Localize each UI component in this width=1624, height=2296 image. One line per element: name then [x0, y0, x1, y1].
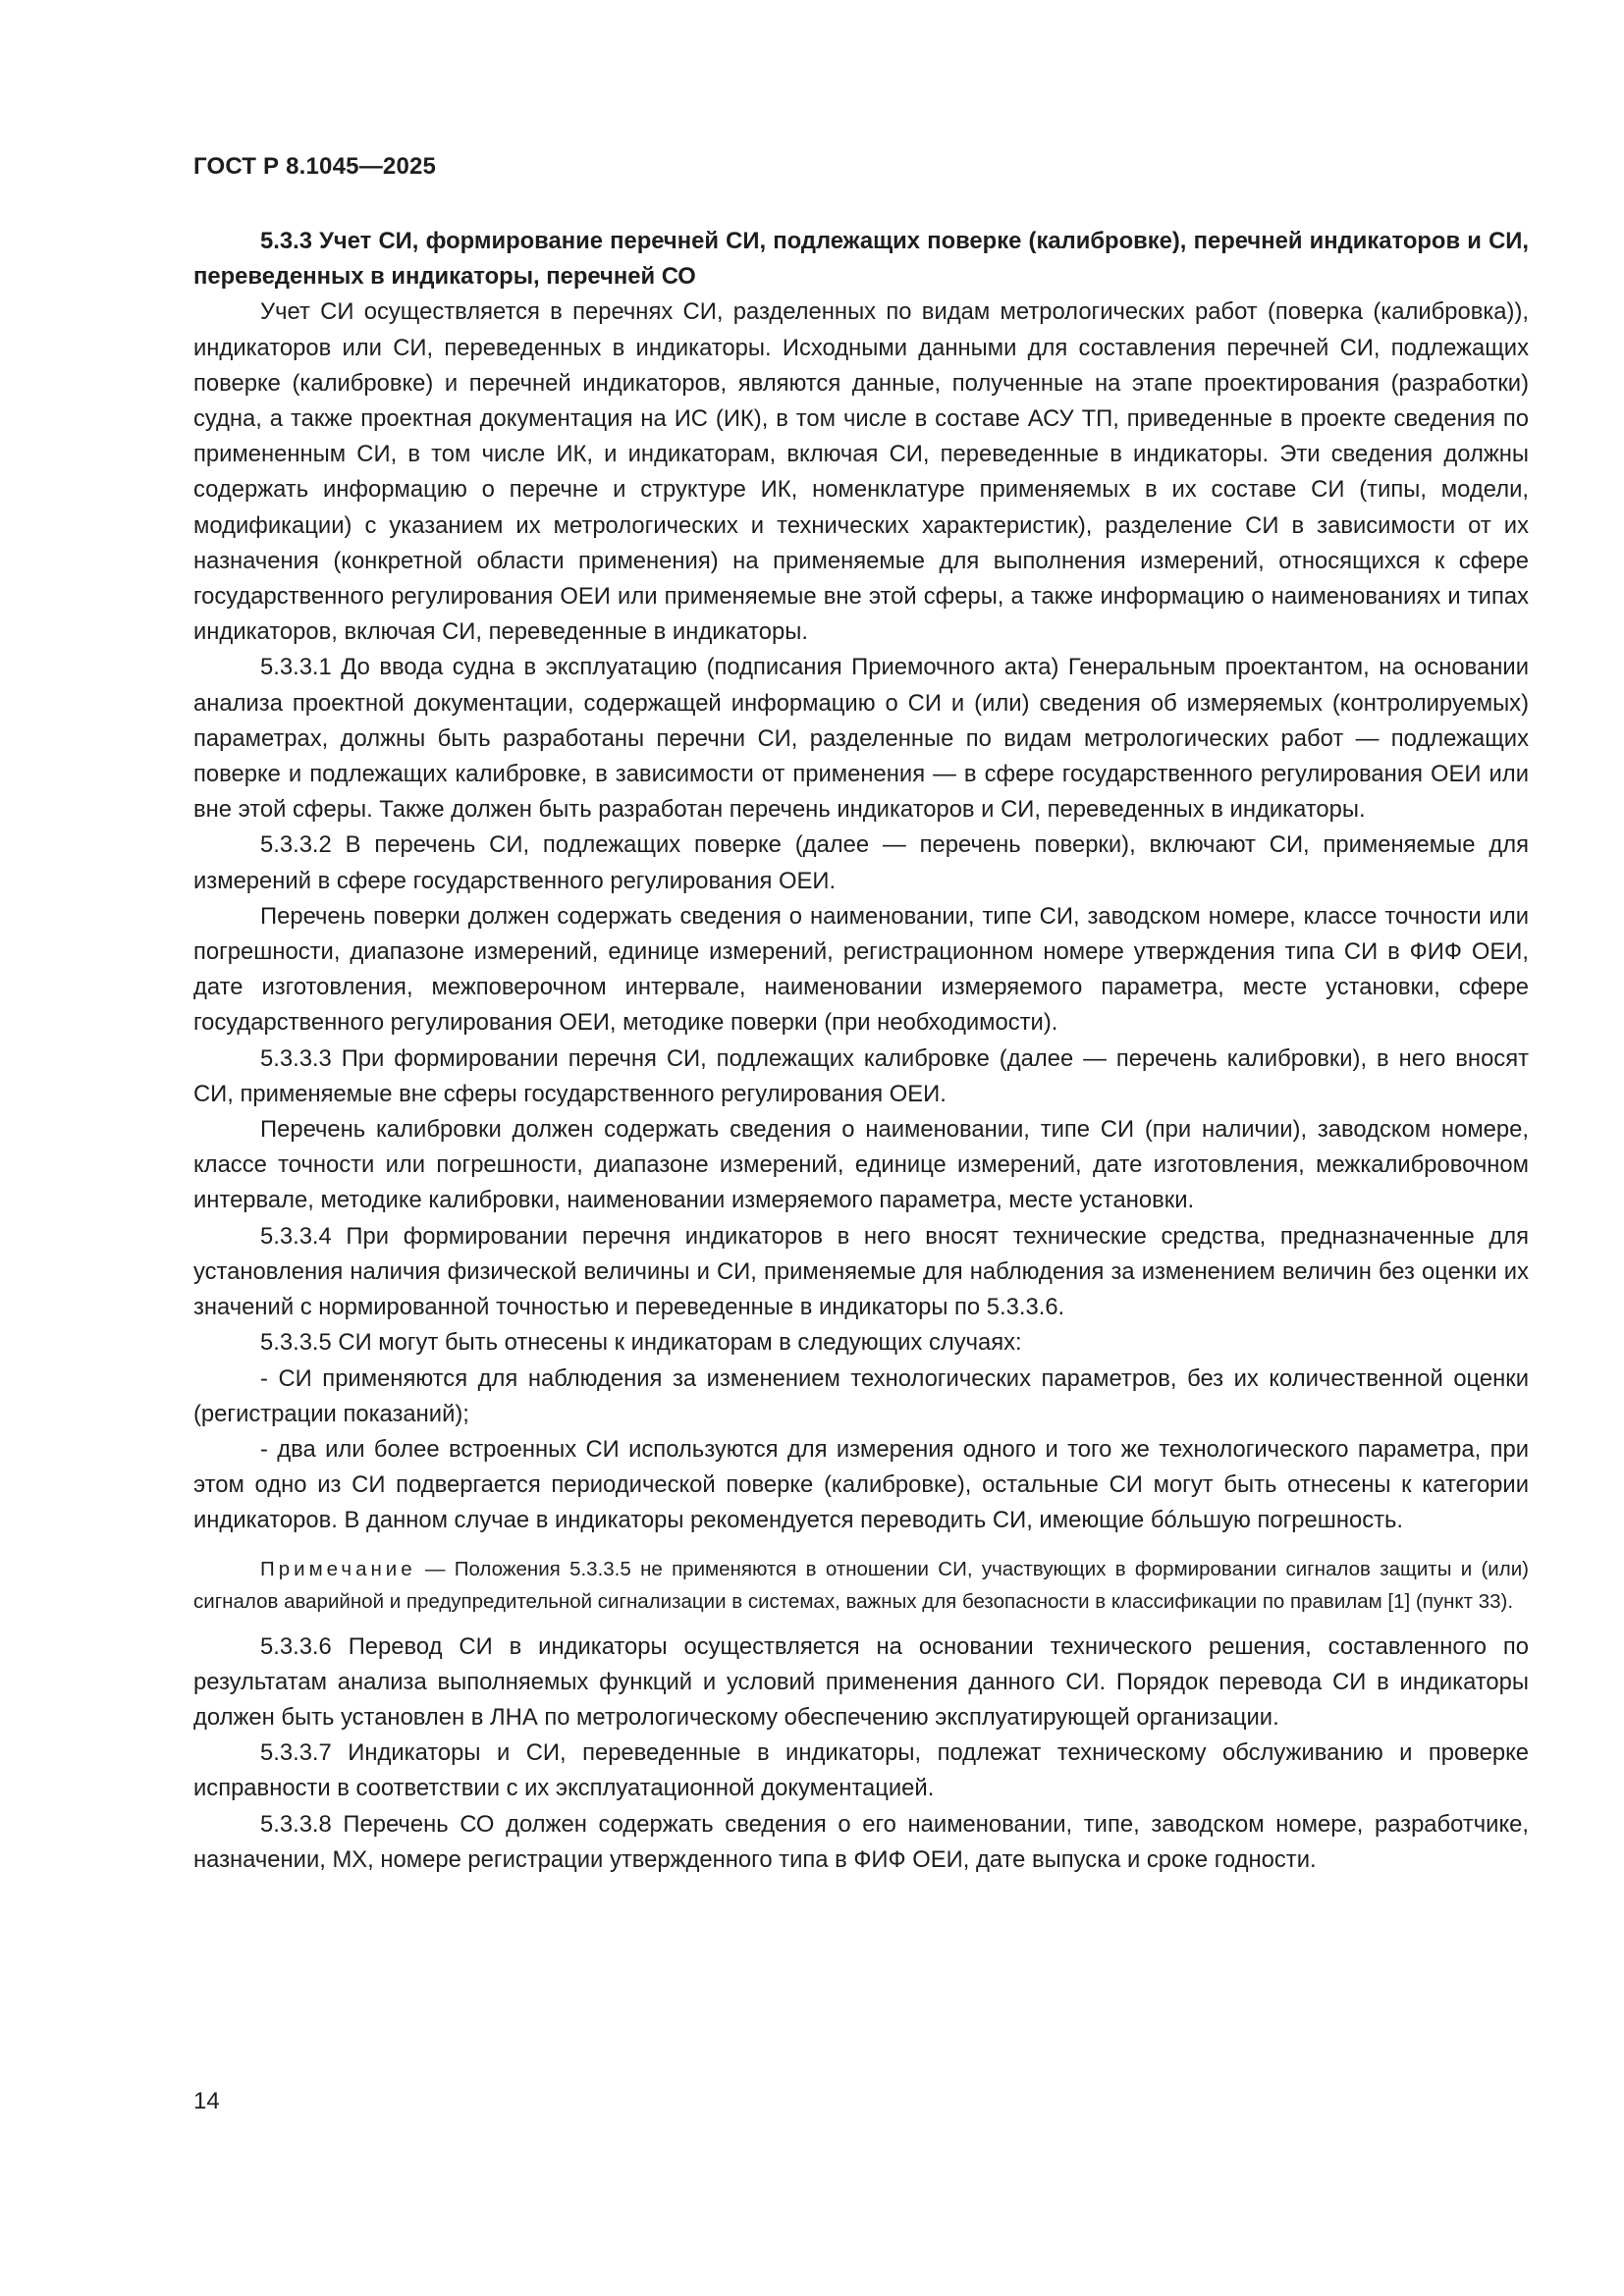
- paragraph-5-3-3-4: 5.3.3.4 При формировании перечня индикаторов в него вносят технические средства, предназначенные для установления наличия физической величины и СИ, применяемые для наблюдения за изменением величин без оценки их значений с нормированной точностью и переведенные в индикаторы по 5.3.3.6.: [193, 1222, 1529, 1321]
- page-number: 14: [193, 2088, 220, 2114]
- paragraph-5-3-3-3: 5.3.3.3 При формировании перечня СИ, подлежащих калибровке (далее — перечень калибровки), в него вносят СИ, применяемые вне сферы государственного регулирования ОЕИ.: [193, 1044, 1529, 1107]
- paragraph-intro: Учет СИ осуществляется в перечнях СИ, разделенных по видам метрологических работ (поверка (калибровка)), индикаторов или СИ, переведенных в индикаторы. Исходными данными для составления перечней СИ, подлежащих поверке (калибровке) и перечней индикаторов, являются данные, полученные на этапе проектирования (разработки) судна, а также проектная документация на ИС (ИК), в том числе в составе АСУ ТП, приведенные в проекте сведения по примененным СИ, в том числе ИК, и индикаторам, включая СИ, переведенные в индикаторы. Эти сведения должны содержать информацию о перечне и структуре ИК, номенклатуре применяемых в их составе СИ (типы, модели, модификации) с указанием их метрологических и технических характеристик), разделение СИ в зависимости от их назначения (конкретной области применения) на применяемые для выполнения измерений, относящихся к сфере государственного регулирования ОЕИ или применяемые вне этой сферы, а также информацию о наименованиях и типах индикаторов, включая СИ, переведенные в индикаторы.: [193, 298, 1529, 646]
- note-label: Примечание: [260, 1557, 416, 1580]
- paragraph-5-3-3-7: 5.3.3.7 Индикаторы и СИ, переведенные в индикаторы, подлежат техническому обслуживанию и проверке исправности в соответствии с их эксплуатационной документацией.: [193, 1739, 1529, 1802]
- paragraph-5-3-3-1: 5.3.3.1 До ввода судна в эксплуатацию (подписания Приемочного акта) Генеральным проектантом, на основании анализа проектной документации, содержащей информацию о СИ и (или) сведения об измеряемых (контролируемых) параметрах, должны быть разработаны перечни СИ, разделенные по видам метрологических работ — подлежащих поверке и подлежащих калибровке, в зависимости от применения — в сфере государственного регулирования ОЕИ или вне этой сферы. Также должен быть разработан перечень индикаторов и СИ, переведенных в индикаторы.: [193, 654, 1529, 824]
- note: [193, 1553, 1529, 1618]
- paragraph-5-3-3-6: 5.3.3.6 Перевод СИ в индикаторы осуществляется на основании технического решения, составленного по результатам анализа выполняемых функций и условий применения данного СИ. Порядок перевода СИ в индикаторы должен быть установлен в ЛНА по метрологическому обеспечению эксплуатирующей организации.: [193, 1632, 1529, 1731]
- section-heading: 5.3.3 Учет СИ, формирование перечней СИ, подлежащих поверке (калибровке), перечней индикаторов и СИ, переведенных в индикаторы, перечней СО: [193, 228, 1529, 291]
- paragraph-verification-list: Перечень поверки должен содержать сведения о наименовании, типе СИ, заводском номере, классе точности или погрешности, диапазоне измерений, единице измерений, регистрационном номере утверждения типа СИ в ФИФ ОЕИ, дате изготовления, межповерочном интервале, наименовании измеряемого параметра, месте установки, сфере государственного регулирования ОЕИ, методике поверки (при необходимости).: [193, 902, 1529, 1037]
- paragraph-calibration-list: Перечень калибровки должен содержать сведения о наименовании, типе СИ (при наличии), заводском номере, классе точности или погрешности, диапазоне измерений, единице измерений, дате изготовления, межкалибровочном интервале, методике калибровки, наименовании измеряемого параметра, месте установки.: [193, 1116, 1529, 1214]
- document-body: [193, 224, 1529, 1878]
- note-text: — Положения 5.3.3.5 не применяются в отношении СИ, участвующих в формировании сигналов защиты и (или) сигналов аварийной и предупредительной сигнализации в системах, важных для безопасности в классификации по правилам [1] (пункт 33).: [193, 1557, 1529, 1613]
- paragraph-5-3-3-5: 5.3.3.5 СИ могут быть отнесены к индикаторам в следующих случаях:: [260, 1329, 1022, 1357]
- paragraph-5-3-3-2: 5.3.3.2 В перечень СИ, подлежащих поверке (далее — перечень поверки), включают СИ, применяемые для измерений в сфере государственного регулирования ОЕИ.: [193, 831, 1529, 894]
- paragraph-5-3-3-8: 5.3.3.8 Перечень СО должен содержать сведения о его наименовании, типе, заводском номере, разработчике, назначении, МХ, номере регистрации утвержденного типа в ФИФ ОЕИ, дате выпуска и сроке годности.: [193, 1810, 1529, 1873]
- document-header: ГОСТ Р 8.1045—2025: [193, 153, 437, 180]
- list-item: - СИ применяются для наблюдения за изменением технологических параметров, без их количественной оценки (регистрации показаний);: [193, 1364, 1529, 1427]
- list-item: - два или более встроенных СИ используются для измерения одного и того же технологического параметра, при этом одно из СИ подвергается периодической поверке (калибровке), остальные СИ могут быть отнесены к категории индикаторов. В данном случае в индикаторы рекомендуется переводить СИ, имеющие бóльшую погрешность.: [193, 1435, 1529, 1534]
